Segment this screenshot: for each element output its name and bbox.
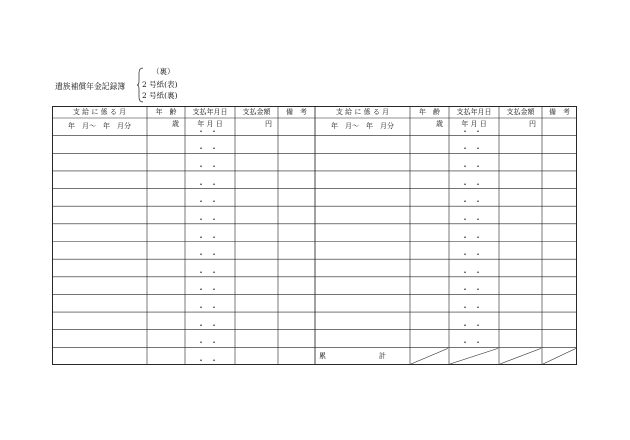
total-label-1: 累 — [319, 351, 326, 360]
paydate-dots: ・・ — [197, 126, 223, 136]
right-unit-period: 年 月～ 年 月分 — [331, 122, 394, 130]
paydate-dots: ・・ — [461, 179, 487, 189]
left-header-period: 支 給 に 係 る 月 — [72, 108, 127, 116]
left-unit-period: 年 月～ 年 月分 — [68, 122, 131, 130]
form-subtitle-sheet2-front: 2 号紙(表) — [142, 80, 178, 89]
right-header-age: 年 齢 — [419, 108, 440, 116]
form-title: 遺族補償年金記録簿 — [55, 82, 126, 91]
right-unit-paydate: 年 月 日 — [461, 120, 487, 128]
paydate-dots: ・・ — [197, 144, 223, 154]
paydate-dots: ・・ — [197, 250, 223, 260]
paydate-dots: ・・ — [197, 303, 223, 313]
right-unit-age: 歳 — [436, 120, 443, 128]
paydate-dots: ・・ — [461, 303, 487, 313]
diagonal-slash — [411, 348, 448, 364]
paydate-dots: ・・ — [461, 197, 487, 207]
left-header-age: 年 齢 — [155, 108, 177, 116]
left-header-amount: 支払金額 — [242, 108, 271, 116]
paydate-dots: ・・ — [461, 232, 487, 242]
paydate-dots: ・・ — [461, 285, 487, 295]
record-table — [52, 106, 577, 365]
diagonal-slash — [500, 348, 541, 364]
paydate-dots: ・・ — [197, 214, 223, 224]
right-header-remarks: 備 考 — [549, 108, 570, 116]
left-header-paydate: 支払年月日 — [192, 108, 228, 116]
total-label-2: 計 — [379, 351, 386, 360]
right-header-period: 支 給 に 係 る 月 — [335, 108, 390, 116]
paydate-dots: ・・ — [197, 232, 223, 242]
paydate-dots: ・・ — [461, 214, 487, 224]
paydate-dots: ・・ — [461, 338, 487, 348]
paydate-dots: ・・ — [197, 161, 223, 171]
paydate-dots: ・・ — [461, 144, 487, 154]
paydate-dots: ・・ — [197, 197, 223, 207]
paydate-dots: ・・ — [197, 267, 223, 277]
paydate-dots: ・・ — [461, 267, 487, 277]
form-subtitle-sheet2-back: 2 号紙(裏) — [142, 91, 178, 100]
left-unit-paydate: 年 月 日 — [197, 120, 223, 128]
paydate-dots: ・・ — [197, 338, 223, 348]
right-header-amount: 支払金額 — [506, 108, 535, 116]
paydate-dots: ・・ — [197, 179, 223, 189]
paydate-dots: ・・ — [197, 285, 223, 295]
diagonal-slash — [543, 348, 576, 364]
paydate-dots: ・・ — [461, 161, 487, 171]
left-unit-age: 歳 — [172, 120, 179, 128]
diagonal-slash — [450, 348, 498, 364]
paydate-dots: ・・ — [461, 250, 487, 260]
paydate-dots: ・・ — [461, 320, 487, 330]
paydate-dots: ・・ — [461, 126, 487, 136]
paydate-dots: ・・ — [197, 356, 223, 365]
left-header-remarks: 備 考 — [286, 108, 307, 116]
form-subtitle-back: （裏） — [152, 67, 175, 76]
right-header-paydate: 支払年月日 — [456, 108, 492, 116]
right-unit-amount: 円 — [529, 120, 536, 128]
paydate-dots: ・・ — [197, 320, 223, 330]
left-unit-amount: 円 — [265, 120, 272, 128]
